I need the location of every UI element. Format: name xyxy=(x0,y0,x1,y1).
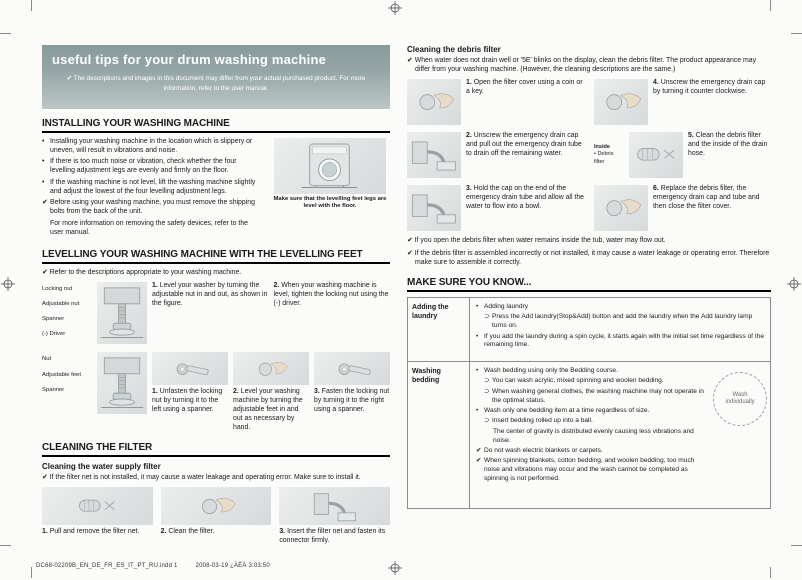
row-label-washing-bedding: Washing bedding xyxy=(408,362,470,508)
crop-mark xyxy=(31,567,32,578)
wash-individually-stamp: Wash individually xyxy=(713,372,767,426)
debris-step-4: 4. Unscrew the emergency drain cap by turning it counter clockwise. xyxy=(594,79,771,125)
table-row xyxy=(408,362,770,508)
water-filter-note: ✔ If the filter net is not installed, it may cause a water leakage and operating error. Make sure to install it. xyxy=(42,474,361,482)
filter-clean-photo xyxy=(161,487,272,525)
crop-mark xyxy=(791,33,802,34)
filter-cover-photo xyxy=(407,79,461,125)
label-adjustable-feet: Adjustable feet xyxy=(42,371,81,378)
registration-mark-icon xyxy=(787,277,801,291)
bullet-item: ✔ Before using your washing machine, you must remove the shipping bolts from the back of the unit. xyxy=(42,199,255,216)
inside-label: Inside • Debris filter xyxy=(594,143,614,165)
section-levelling-title: LEVELLING YOUR WASHING MACHINE WITH THE LEVELLING FEET xyxy=(42,249,390,264)
debris-filter-note: ✔ When water does not drain well or '5E' blinks on the display, clean the debris filter. The product appearance may differ from your washing machine. (However, the cleaning descriptions are the same.) xyxy=(407,57,757,73)
label-spanner: Spanner xyxy=(42,386,65,393)
registration-mark-icon xyxy=(1,277,15,291)
crop-mark xyxy=(770,0,771,11)
crop-mark xyxy=(0,33,11,34)
row-label-adding-laundry: Adding the laundry xyxy=(408,298,470,361)
table-row xyxy=(408,298,770,362)
registration-mark-icon xyxy=(388,1,402,15)
footer-filename: DC68-02209B_EN_DE_FR_ES_IT_PT_RU.indd 1 xyxy=(36,563,178,569)
footer-datetime: 2008-03-19 ¿ÀÈÄ 3:03:50 xyxy=(195,563,270,569)
label-spanner: Spanner xyxy=(42,316,65,323)
levelling-step-col: 1. Unfasten the locking nut by turning it to the left using a spanner. xyxy=(152,352,228,415)
levelling-feet-photo xyxy=(97,352,147,414)
debris-step-2: 2. Unscrew the emergency drain cap and pull out the emergency drain tube to drain off the remaining water. xyxy=(407,132,584,178)
crop-mark xyxy=(791,545,802,546)
replace-filter-photo xyxy=(594,185,648,231)
levelling-diagram-2 xyxy=(42,352,390,433)
label-adjustable-nut: Adjustable nut xyxy=(42,301,80,308)
filter-step-col: 3. Insert the filter net and fasten its connector firmly. xyxy=(279,487,390,546)
levelling-diagram-1 xyxy=(42,282,390,346)
washing-machine-photo xyxy=(274,138,386,194)
debris-filter-photo xyxy=(629,132,683,178)
bullet-item: • If there is too much noise or vibration, check whether the four levelling adjustment legs are evenly and firmly on the floor. xyxy=(42,158,237,175)
diagram-labels xyxy=(42,282,92,346)
label-nut: Nut xyxy=(42,356,52,363)
drain-tube-bowl-photo xyxy=(407,185,461,231)
levelling-step-col: 3. Fasten the locking nut by turning it to the right using a spanner. xyxy=(314,352,390,415)
installing-section xyxy=(42,138,390,240)
section-make-sure-title: MAKE SURE YOU KNOW... xyxy=(407,277,771,292)
section-cleaning-filter-title: CLEANING THE FILTER xyxy=(42,442,390,457)
print-footer xyxy=(36,563,270,569)
bullet-item: • Installing your washing machine in the location which is slippery or uneven, will result in vibrations and noise. xyxy=(42,138,253,154)
crop-mark xyxy=(31,0,32,11)
installing-bullets xyxy=(42,138,262,240)
label-locking-nut: Locking nut xyxy=(42,286,73,293)
levelling-step: 2. When your washing machine is level, tighten the locking nut using the (-) driver. xyxy=(273,282,389,308)
drain-cap-photo xyxy=(407,132,461,178)
water-filter-subtitle: Cleaning the water supply filter xyxy=(42,462,161,472)
debris-warning-1: ✔ If you open the debris filter when water remains inside the tub, water may flow out. xyxy=(407,236,666,244)
filter-step-col: 2. Clean the filter. xyxy=(161,487,272,546)
row-content: • Wash bedding using only the Bedding course. ⊃ You can wash acrylic, mixed spinning and woolen bedding. ⊃ When washing general clothes, the washing machine may not operate in the optimal status. • Wash only one bedding item at a time regardless of size. ⊃ Insert bedding rolled up into a ball. The center of gravity is distributed evenly causing less vibrations and noise. ✔ Do not wash electric blankets or carpets. ✔ When spinning blankets, cotton bedding, and woolen bedding, too much noise and vibrations may occur and the wash cannot be completed as spinning is not performed. Wash individually xyxy=(470,362,770,508)
spanner-photo xyxy=(314,352,390,385)
left-column xyxy=(42,45,390,546)
levelling-step-col: 2. Level your washing machine by turning the adjustable feet in and out as necessary by hand. xyxy=(233,352,309,433)
figure-caption: Make sure that the levelling feet legs are level with the floor. xyxy=(273,196,387,210)
registration-mark-icon xyxy=(388,561,402,575)
section-installing-title: INSTALLING YOUR WASHING MACHINE xyxy=(42,118,390,133)
filter-step-col: 1. Pull and remove the filter net. xyxy=(42,487,153,546)
bullet-item: • If the washing machine is not level, lift the washing machine slightly and adjust the lowest of the four levelling adjustment legs. xyxy=(42,178,256,195)
levelling-note: ✔ Refer to the descriptions appropriate to your washing machine. xyxy=(42,269,242,277)
crop-mark xyxy=(770,567,771,578)
water-filter-steps xyxy=(42,487,390,546)
page-banner xyxy=(42,45,390,109)
installing-figure xyxy=(270,138,390,240)
debris-step-6: 6. Replace the debris filter, the emergency drain cap and tube and then close the filter cover. xyxy=(594,185,771,231)
debris-steps-grid xyxy=(407,79,771,231)
levelling-step: 1. Level your washer by turning the adjustable nut in and out, as shown in the figure. xyxy=(152,282,268,308)
hand-adjust-photo xyxy=(233,352,309,385)
spanner-photo xyxy=(152,352,228,385)
filter-net-photo xyxy=(42,487,153,525)
page-title: useful tips for your drum washing machine xyxy=(52,52,327,67)
bullet-continuation: For more information on removing the safety devices, refer to the user manual. xyxy=(50,219,249,236)
crop-mark xyxy=(0,545,11,546)
unscrew-cap-photo xyxy=(594,79,648,125)
debris-filter-title: Cleaning the debris filter xyxy=(407,45,501,54)
filter-insert-photo xyxy=(279,487,390,525)
debris-step-1: 1. Open the filter cover using a coin or a key. xyxy=(407,79,584,125)
row-content: • Adding laundry ⊃ Press the Add laundry(Stop&Add) button and add the laundry when the Add laundry lamp turns on. • If you add the laundry during a spin cycle, it starts again with the initial set time regardless of the remaining time. xyxy=(476,302,765,349)
diagram-labels xyxy=(42,352,92,401)
label-driver: (-) Driver xyxy=(42,331,66,338)
levelling-foot-photo xyxy=(97,282,147,344)
debris-step-5: Inside • Debris filter 5. Clean the debris filter and the inside of the drain hose. xyxy=(594,132,771,178)
make-sure-table xyxy=(407,297,771,509)
debris-step-3: 3. Hold the cap on the end of the emergency drain tube and allow all the water to flow into a bowl. xyxy=(407,185,584,231)
debris-warning-2: ✔ If the debris filter is assembled incorrectly or not installed, it may cause a water leakage or operating error. Therefore make sure to assemble it correctly. xyxy=(407,249,770,266)
banner-note: ✔ The descriptions and images in this document may differ from your actual purchased product. For more information, refer to the user manual. xyxy=(66,75,366,92)
right-column xyxy=(407,40,771,509)
